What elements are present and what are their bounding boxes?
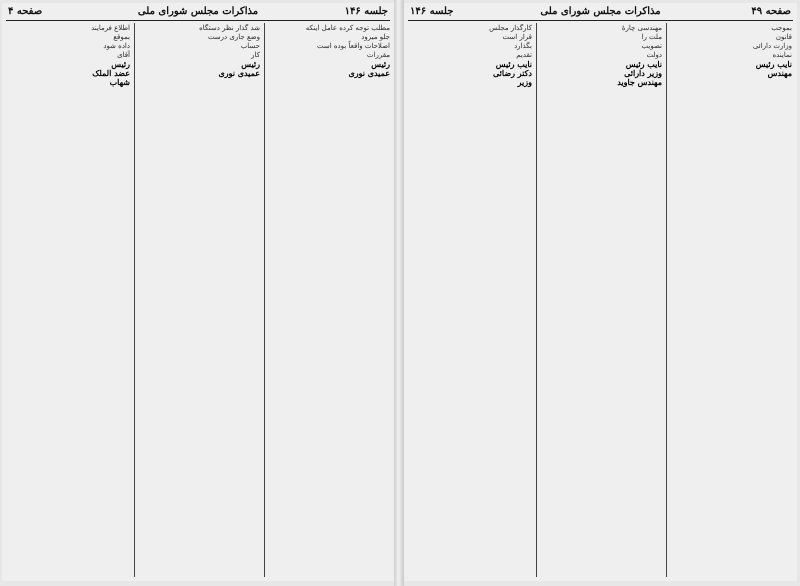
left-col2-speaker-2: عمیدی نوری	[218, 68, 260, 78]
left-column-3	[8, 24, 130, 577]
left-col3-speaker-3: شهاب	[109, 77, 130, 87]
book-gutter	[394, 0, 404, 586]
left-header-title: مذاکرات مجلس شورای ملی	[137, 6, 259, 17]
right-col2-line3: تصویب	[641, 42, 662, 50]
left-col2-line4: کار	[251, 51, 260, 59]
left-header-page: صفحه ۴	[8, 6, 43, 17]
right-column-3	[410, 24, 532, 577]
right-col2-line4: دولت	[646, 51, 662, 59]
left-col1-line1: مطلب توجه کرده عامل اینکه	[305, 24, 390, 32]
left-column-2	[138, 24, 260, 577]
right-col1-line1: بموجب	[771, 24, 792, 32]
left-col1-line4: مقررات	[366, 51, 390, 59]
left-col3-line2: بموقع	[113, 33, 130, 41]
right-page	[404, 3, 797, 581]
right-col2-line1: مهندسی چارهٔ	[621, 24, 662, 32]
left-page-header	[6, 5, 390, 21]
right-column-1	[670, 24, 792, 577]
left-col3-line4: آقای	[117, 51, 130, 59]
right-col3-speaker-2: دکتر رضائی	[493, 68, 532, 78]
left-page	[2, 3, 394, 581]
right-col3-line2: قرار است	[502, 33, 532, 41]
right-header-title: مذاکرات مجلس شورای ملی	[540, 6, 661, 17]
right-col3-speaker-1: نایب رئیس	[495, 59, 532, 69]
right-col1-line4: نماینده	[772, 51, 792, 59]
right-col2-speaker-1: نایب رئیس	[625, 59, 662, 69]
left-col2-line1: شد گذار نظر دستگاه	[199, 24, 260, 32]
right-column-rule-2	[536, 23, 537, 577]
right-col3-line3: بگذارد	[514, 42, 532, 50]
right-page-header	[408, 5, 793, 21]
right-col2-line2: ملت را	[641, 33, 662, 41]
right-col1-speaker-1: نایب رئیس	[755, 59, 792, 69]
left-col2-speaker-1: رئیس	[241, 59, 260, 69]
left-column-rule-1	[264, 23, 265, 577]
left-col1-speaker-2: عمیدی نوری	[348, 68, 390, 78]
left-column-rule-2	[134, 23, 135, 577]
left-col3-line3: داده شود	[103, 42, 130, 50]
left-header-session: جلسه ۱۴۶	[344, 6, 388, 17]
right-col3-speaker-3: وزیر	[517, 77, 532, 87]
right-col3-line1: کارگذار مجلس	[489, 24, 532, 32]
right-col2-speaker-3: مهندس جاوید	[617, 77, 662, 87]
right-header-page: صفحه ۴۹	[751, 6, 791, 17]
left-col3-line1: اطلاع فرمایند	[91, 24, 130, 32]
right-col1-line2: قانون	[775, 33, 792, 41]
left-col2-line2: وضع جاری درست	[207, 33, 260, 41]
right-col2-speaker-2: وزیر دارائی	[624, 68, 662, 78]
right-column-rule-1	[666, 23, 667, 577]
left-col1-line2: جلو میرود	[361, 33, 390, 41]
right-header-session: جلسه ۱۴۶	[410, 6, 454, 17]
right-col1-line3: وزارت دارائی	[752, 42, 792, 50]
left-col3-speaker-2: عضد الملک	[92, 68, 130, 78]
left-col2-line3: حساب	[240, 42, 260, 50]
right-column-2	[540, 24, 662, 577]
left-col1-speaker-1: رئیس	[371, 59, 390, 69]
left-column-1	[268, 24, 390, 577]
left-col1-line3: اصلاحات واقعاً بوده است	[316, 42, 390, 50]
left-col3-speaker-1: رئیس	[111, 59, 130, 69]
right-col3-line4: تقدیم	[516, 51, 532, 59]
right-col1-speaker-2: مهندس	[767, 68, 792, 78]
